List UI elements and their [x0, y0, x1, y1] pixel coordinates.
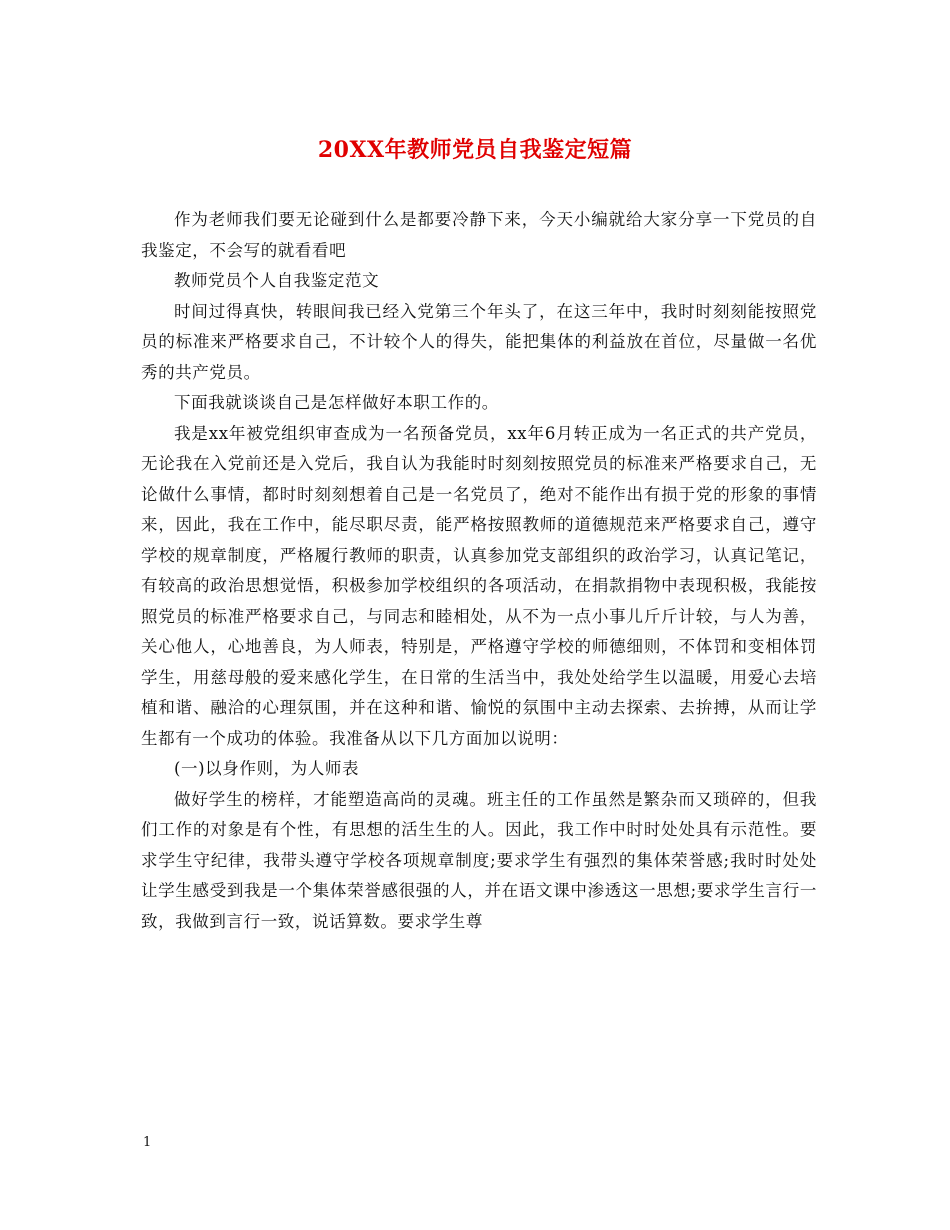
document-title: 20XX年教师党员自我鉴定短篇 [317, 137, 633, 163]
paragraph-section-heading: (一)以身作则，为人师表 [174, 759, 360, 778]
paragraph-main: 我是xx年被党组织审查成为一名预备党员，xx年6月转正成为一名正式的共产党员，无论我在入党前还是入党后，我自认为我能时时刻刻按照党员的标准来严格要求自己，无论做什么事情，都时时刻刻想着自己是一名党员了，绝对不能作出有损于党的形象的事情来，因此，我在工作中，能尽职尽责，能严格按照教师的道德规范来严格要求自己，遵守学校的规章制度，严格履行教师的职责，认真参加党支部组织的政治学习，认真记笔记，有较高的政治思想觉悟，积极参加学校组织的各项活动，在捐款捐物中表现积极，我能按照党员的标准严格要求自己，与同志和睦相处，从不为一点小事儿斤斤计较，与人为善，关心他人，心地善良，为人师表，特别是，严格遵守学校的师德细则，不体罚和变相体罚学生，用慈母般的爱来感化学生，在日常的生活当中，我处处给学生以温暖，用爱心去培植和谐、融洽的心理氛围，并在这种和谐、愉悦的氛围中主动去探索、去拚搏，从而让学生都有一个成功的体验。我准备从以下几方面加以说明： [141, 423, 817, 748]
paragraph-three-years: 时间过得真快，转眼间我已经入党第三个年头了，在这三年中，我时时刻刻能按照党员的标准来严格要求自己，不计较个人的得失，能把集体的利益放在首位，尽量做一名优秀的共产党员。 [141, 301, 817, 382]
paragraph-intro: 作为老师我们要无论碰到什么是都要冷静下来，今天小编就给大家分享一下党员的自我鉴定，不会写的就看看吧 [141, 210, 817, 260]
page-number: 1 [143, 1135, 152, 1150]
document-body [141, 205, 817, 937]
paragraph-role-model: 做好学生的榜样，才能塑造高尚的灵魂。班主任的工作虽然是繁杂而又琐碎的，但我们工作的对象是有个性，有思想的活生生的人。因此，我工作中时时处处具有示范性。要求学生守纪律，我带头遵守学校各项规章制度;要求学生有强烈的集体荣誉感;我时时处处让学生感受到我是一个集体荣誉感很强的人，并在语文课中渗透这一思想;要求学生言行一致，我做到言行一致，说话算数。要求学生尊 [141, 789, 817, 931]
paragraph-transition: 下面我就谈谈自己是怎样做好本职工作的。 [174, 393, 499, 412]
paragraph-subheading: 教师党员个人自我鉴定范文 [174, 271, 380, 290]
